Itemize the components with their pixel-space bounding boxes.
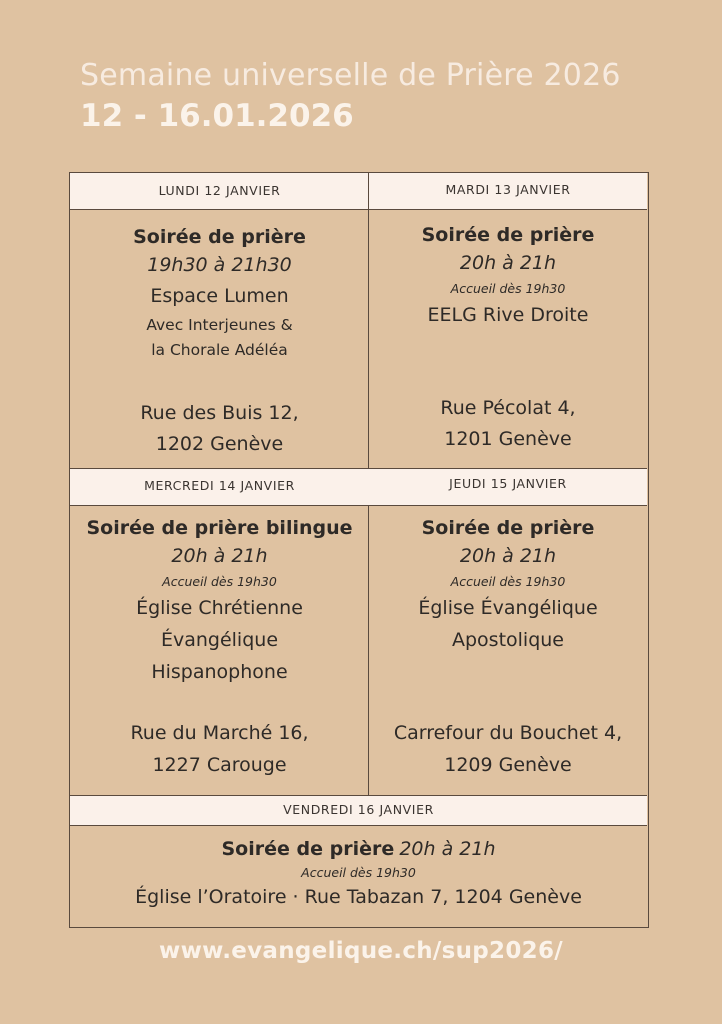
event-title: Soirée de prière bilingue xyxy=(86,517,353,539)
day-cell-tuesday xyxy=(369,210,647,468)
address-city: 1227 Carouge xyxy=(152,754,287,776)
day-cell-thursday xyxy=(369,506,647,795)
event-time: 19h30 à 21h30 xyxy=(147,254,292,276)
venue-note: la Chorale Adéléa xyxy=(151,341,288,359)
event-dates: 12 - 16.01.2026 xyxy=(80,98,354,134)
venue-name: EELG Rive Droite xyxy=(427,304,589,326)
event-time: 20h à 21h xyxy=(171,545,268,567)
event-line xyxy=(70,835,647,864)
welcome-time: Accueil dès 19h30 xyxy=(450,574,566,589)
event-title: Soirée de prière xyxy=(221,838,395,860)
address-street: Carrefour du Bouchet 4, xyxy=(393,722,623,744)
page-title: Semaine universelle de Prière 2026 xyxy=(80,58,621,93)
welcome-time: Accueil dès 19h30 xyxy=(450,281,566,296)
event-title: Soirée de prière xyxy=(133,226,306,248)
event-time: 20h à 21h xyxy=(459,545,557,567)
venue-name: Apostolique xyxy=(451,629,564,651)
day-header-friday: VENDREDI 16 JANVIER xyxy=(70,796,647,826)
day-cell-monday xyxy=(70,210,369,468)
event-title: Soirée de prière xyxy=(421,517,595,539)
website-link[interactable]: www.evangelique.ch/sup2026/ xyxy=(159,938,563,964)
address-street: Rue des Buis 12, xyxy=(140,402,299,424)
welcome-time: Accueil dès 19h30 xyxy=(162,574,277,589)
welcome-time: Accueil dès 19h30 xyxy=(301,865,416,880)
venue-name: Espace Lumen xyxy=(150,285,289,307)
event-time: 20h à 21h xyxy=(399,838,496,860)
address-street: Rue Pécolat 4, xyxy=(440,397,576,419)
schedule-grid xyxy=(69,172,649,928)
day-header-tuesday: MARDI 13 JANVIER xyxy=(369,173,647,210)
event-time: 20h à 21h xyxy=(459,252,557,274)
address-city: 1202 Genève xyxy=(155,433,284,455)
venue-address: Église l’Oratoire · Rue Tabazan 7, 1204 Genève xyxy=(135,886,582,908)
address-city: 1209 Genève xyxy=(444,754,572,776)
event-title: Soirée de prière xyxy=(421,224,595,246)
venue-note: Avec Interjeunes & xyxy=(146,316,293,334)
venue-name: Évangélique xyxy=(160,629,279,651)
address-street: Rue du Marché 16, xyxy=(130,722,309,744)
day-cell-friday xyxy=(70,826,647,926)
day-cell-wednesday xyxy=(70,506,369,795)
venue-name: Hispanophone xyxy=(151,661,288,683)
venue-name: Église Évangélique xyxy=(418,597,598,619)
day-header-wednesday: MERCREDI 14 JANVIER xyxy=(70,469,369,506)
address-city: 1201 Genève xyxy=(444,428,572,450)
day-header-monday: LUNDI 12 JANVIER xyxy=(70,173,369,210)
venue-name: Église Chrétienne xyxy=(136,597,303,619)
day-header-thursday: JEUDI 15 JANVIER xyxy=(369,469,647,506)
